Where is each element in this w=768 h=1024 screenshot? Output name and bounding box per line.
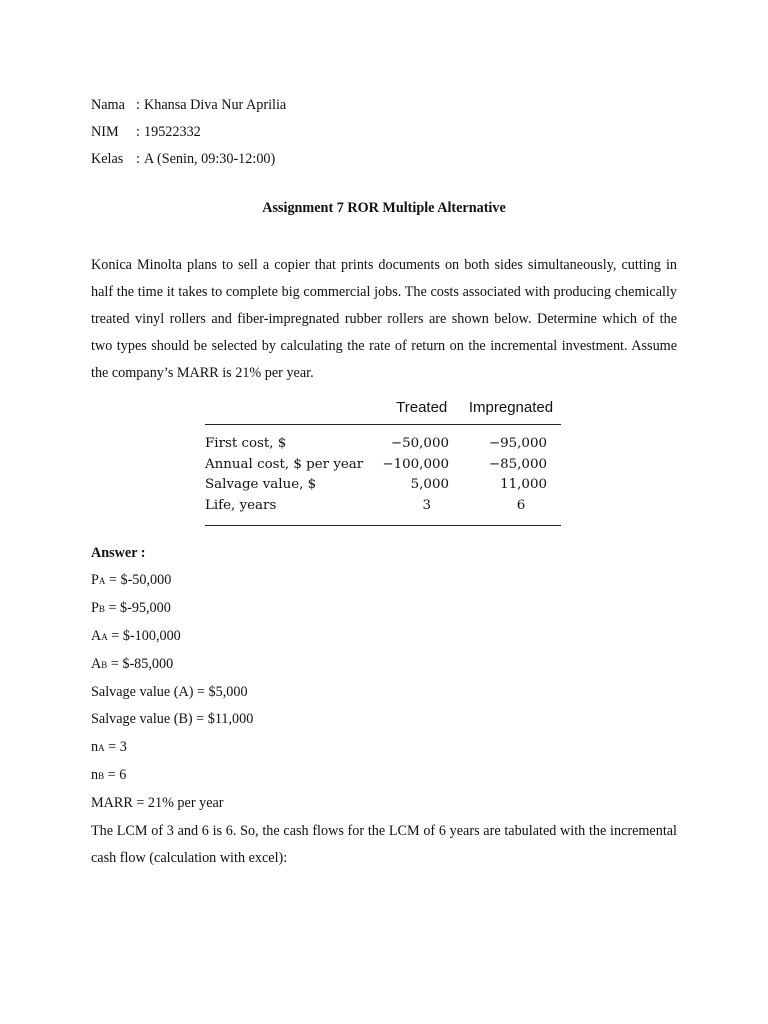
answer-line <box>91 679 677 707</box>
row-label: First cost, $ <box>205 436 287 451</box>
answer-line <box>91 595 677 623</box>
info-value: A (Senin, 09:30-12:00) <box>144 151 276 167</box>
column-header-impregnated: Impregnated <box>461 399 561 425</box>
var-subscript: A <box>101 631 108 642</box>
cost-table <box>205 399 561 527</box>
info-label: Kelas <box>91 151 124 167</box>
answer-line <box>91 706 677 734</box>
answer-section <box>91 540 677 872</box>
var-value: = $-50,000 <box>105 571 172 588</box>
info-value: 19522332 <box>144 124 201 140</box>
table-corner <box>205 399 382 425</box>
var-symbol: P <box>91 571 99 588</box>
info-label: NIM <box>91 124 119 140</box>
problem-statement: Konica Minolta plans to sell a copier that prints documents on both sides simultaneously, cutting in half the time it takes to complete big commercial jobs. The costs associated with producing chemically treated vinyl rollers and fiber-impregnated rubber rollers are shown below. Determine which of the two types should be selected by calculating the rate of return on the incremental investment. Assume the company’s MARR is 21% per year. <box>91 257 677 381</box>
info-row-kelas <box>91 146 286 173</box>
var-subscript: B <box>98 771 105 782</box>
var-value: = $-100,000 <box>107 627 181 644</box>
cell-impregnated: 11,000 <box>500 477 547 492</box>
conclusion-paragraph: The LCM of 3 and 6 is 6. So, the cash flows for the LCM of 6 years are tabulated with the incremental cash flow (calculation with excel): <box>91 823 677 866</box>
answer-line <box>91 623 677 651</box>
var-symbol: Salvage value (B) = $11,000 <box>91 711 254 728</box>
var-subscript: B <box>101 659 108 670</box>
cell-treated: −50,000 <box>390 436 449 451</box>
answer-line <box>91 762 677 790</box>
answer-line <box>91 734 677 762</box>
cell-treated: 3 <box>422 497 431 513</box>
table-header-row <box>205 399 561 425</box>
assignment-title: Assignment 7 ROR Multiple Alternative <box>262 200 506 216</box>
row-label: Annual cost, $ per year <box>205 456 364 472</box>
cell-treated: 5,000 <box>410 477 449 492</box>
column-header-treated: Treated <box>382 399 461 425</box>
var-symbol: A <box>91 627 102 644</box>
var-symbol: n <box>91 767 99 784</box>
table-row <box>205 496 561 526</box>
var-subscript: A <box>98 743 105 754</box>
info-separator: : <box>136 151 140 167</box>
answer-line <box>91 567 677 595</box>
var-symbol: Salvage value (A) = $5,000 <box>91 683 248 700</box>
info-row-nim <box>91 119 286 146</box>
var-subscript: A <box>98 575 106 586</box>
cell-impregnated: −95,000 <box>488 436 547 451</box>
var-value: = $-85,000 <box>107 655 174 672</box>
var-symbol: n <box>91 739 99 756</box>
info-label: Nama <box>91 97 125 113</box>
table-row <box>205 475 561 496</box>
cell-impregnated: −85,000 <box>488 456 547 472</box>
answer-heading: Answer : <box>91 545 146 561</box>
row-label: Salvage value, $ <box>205 477 317 492</box>
student-info <box>91 92 286 173</box>
info-value: Khansa Diva Nur Aprilia <box>144 97 287 113</box>
var-symbol: P <box>91 599 99 616</box>
answer-line <box>91 651 677 679</box>
cell-treated: −100,000 <box>382 456 449 472</box>
table-row <box>205 425 561 455</box>
info-separator: : <box>136 124 140 140</box>
var-symbol: A <box>91 655 102 672</box>
var-symbol: MARR = 21% per year <box>91 795 224 812</box>
row-label: Life, years <box>205 497 277 513</box>
var-value: = $-95,000 <box>104 599 171 616</box>
info-separator: : <box>136 97 140 113</box>
var-value: = 3 <box>104 739 127 756</box>
cell-impregnated: 6 <box>516 497 526 513</box>
info-row-nama <box>91 92 286 119</box>
var-subscript: B <box>98 603 105 614</box>
var-value: = 6 <box>104 767 127 784</box>
answer-line <box>91 790 677 818</box>
table-bottom-rule <box>205 526 561 528</box>
table-row <box>205 455 561 476</box>
